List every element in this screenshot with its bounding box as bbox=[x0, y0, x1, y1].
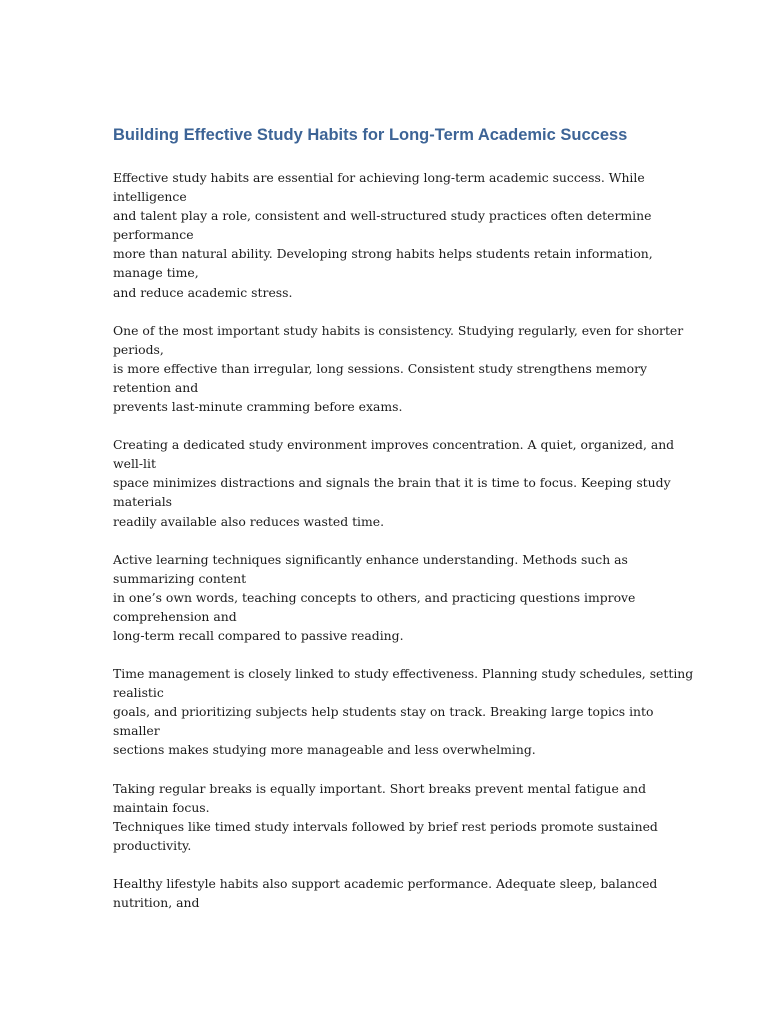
text-line: Creating a dedicated study environment improves concentration. A quiet, organized, and bbox=[113, 437, 675, 453]
paragraph-1 bbox=[113, 168, 713, 302]
text-line: realistic bbox=[113, 685, 164, 701]
text-line: maintain focus. bbox=[113, 799, 210, 815]
paragraph-7 bbox=[113, 874, 713, 912]
text-line: prevents last-minute cramming before exams. bbox=[113, 399, 403, 415]
paragraph-6 bbox=[113, 779, 713, 855]
text-line: Techniques like timed study intervals followed by brief rest periods promote sustained bbox=[113, 818, 658, 834]
text-line: Active learning techniques significantly enhance understanding. Methods such as bbox=[113, 551, 628, 567]
text-line: and talent play a role, consistent and well-structured study practices often determine bbox=[113, 208, 652, 224]
text-line: more than natural ability. Developing strong habits helps students retain information, bbox=[113, 246, 653, 262]
text-line: Effective study habits are essential for achieving long-term academic success. While bbox=[113, 170, 645, 185]
text-line: readily available also reduces wasted time. bbox=[113, 513, 385, 529]
text-line: in one’s own words, teaching concepts to others, and practicing questions improve bbox=[113, 589, 636, 605]
text-line: and reduce academic stress. bbox=[113, 284, 293, 300]
paragraph-4 bbox=[113, 550, 713, 645]
text-line: manage time, bbox=[113, 265, 199, 281]
text-line: space minimizes distractions and signals the brain that it is time to focus. Keeping study bbox=[113, 475, 671, 491]
paragraph-5 bbox=[113, 664, 713, 759]
text-line: materials bbox=[113, 494, 173, 510]
text-line: smaller bbox=[113, 723, 160, 739]
text-line: periods, bbox=[113, 341, 164, 357]
paragraph-3 bbox=[113, 435, 713, 530]
text-line: nutrition, and bbox=[113, 895, 200, 910]
text-line: is more effective than irregular, long sessions. Consistent study strengthens memory bbox=[113, 360, 648, 376]
text-line: long-term recall compared to passive reading. bbox=[113, 627, 404, 643]
document-body bbox=[113, 168, 713, 931]
text-line: Taking regular breaks is equally important. Short breaks prevent mental fatigue and bbox=[113, 780, 647, 796]
text-line: productivity. bbox=[113, 837, 192, 853]
text-line: goals, and prioritizing subjects help students stay on track. Breaking large topics into bbox=[113, 704, 654, 720]
text-line: retention and bbox=[113, 379, 199, 395]
text-line: intelligence bbox=[113, 189, 187, 205]
document-title: Building Effective Study Habits for Long-Term Academic Success bbox=[113, 126, 628, 144]
text-line: Time management is closely linked to study effectiveness. Planning study schedules, setting bbox=[113, 666, 694, 682]
text-line: comprehension and bbox=[113, 608, 237, 624]
text-line: performance bbox=[113, 227, 194, 243]
text-line: Healthy lifestyle habits also support academic performance. Adequate sleep, balanced bbox=[113, 875, 658, 891]
text-line: sections makes studying more manageable and less overwhelming. bbox=[113, 742, 536, 758]
text-line: well-lit bbox=[113, 456, 156, 472]
text-line: One of the most important study habits is consistency. Studying regularly, even for shorter bbox=[113, 322, 684, 338]
paragraph-2 bbox=[113, 321, 713, 416]
text-line: summarizing content bbox=[113, 570, 247, 586]
